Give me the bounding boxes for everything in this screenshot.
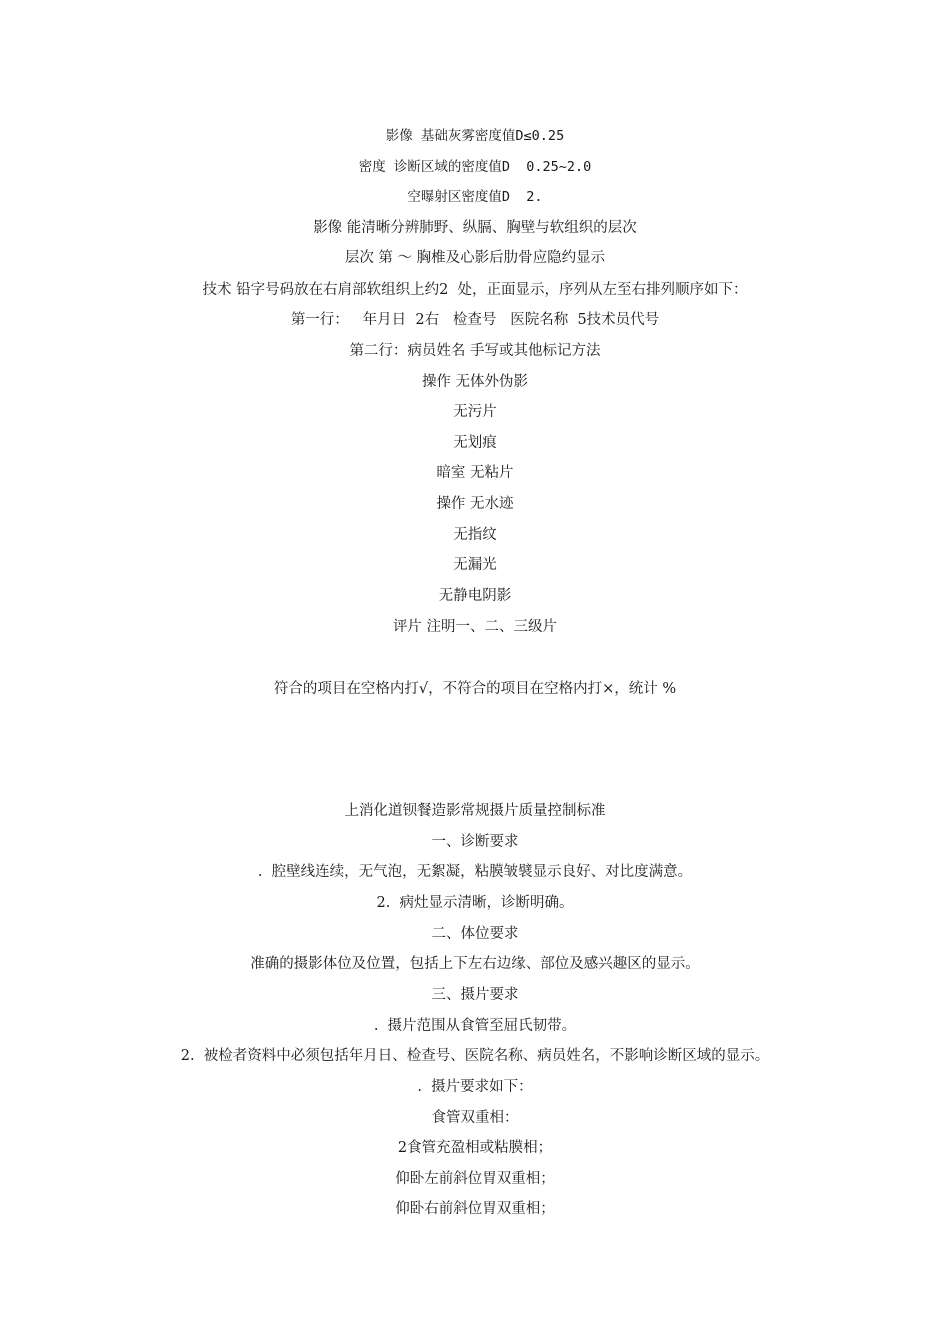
criteria-line: 暗室 无粘片 [436,465,514,481]
criteria-line: 第一行： 年月日 2右 检查号 医院名称 5技术员代号 [290,312,660,328]
criteria-line: 无划痕 [453,435,497,451]
criteria-line: 空曝射区密度值D 2. [407,189,543,205]
list-item: 2. 病灶显示清晰，诊断明确。 [376,895,574,911]
list-item: 准确的摄影体位及位置，包括上下左右边缘、部位及感兴趣区的显示。 [250,956,700,972]
criteria-line: 影像 基础灰雾密度值D≤0.25 [385,128,565,144]
criteria-line: 影像 能清晰分辨肺野、纵膈、胸壁与软组织的层次 [313,220,637,236]
criteria-line: 无静电阴影 [438,588,512,604]
list-item: 仰卧右前斜位胃双重相； [395,1201,555,1217]
criteria-line: 第二行：病员姓名 手写或其他标记方法 [349,343,601,359]
criteria-line: 密度 诊断区域的密度值D 0.25~2.0 [358,159,592,175]
criteria-line: 评片 注明一、二、三级片 [392,619,558,635]
heading-filming: 三、摄片要求 [431,987,519,1003]
criteria-line: 操作 无体外伪影 [421,374,529,390]
heading-diagnosis: 一、诊断要求 [431,834,519,850]
scoring-note: 符合的项目在空格内打√，不符合的项目在空格内打×，统计 % [273,681,677,697]
criteria-line: 技术 铅字号码放在右肩部软组织上约2 处，正面显示，序列从左至右排列顺序如下： [202,282,748,298]
criteria-line: 无指纹 [453,527,497,543]
criteria-line: 无污片 [453,404,497,420]
list-item: . 腔壁线连续，无气泡，无絮凝，粘膜皱襞显示良好、对比度满意。 [257,864,693,880]
list-item: . 摄片范围从食管至屈氏韧带。 [373,1018,577,1034]
list-item: 食管双重相： [431,1110,519,1126]
list-item: 2. 被检者资料中必须包括年月日、检查号、医院名称、病员姓名，不影响诊断区域的显示。 [180,1048,770,1064]
criteria-line: 无漏光 [453,557,497,573]
criteria-line: 层次 第 ～ 胸椎及心影后肋骨应隐约显示 [344,250,606,266]
heading-position: 二、体位要求 [431,926,519,942]
list-item: 仰卧左前斜位胃双重相； [395,1171,555,1187]
criteria-line: 操作 无水迹 [436,496,514,512]
section-title: 上消化道钡餐造影常规摄片质量控制标准 [344,803,606,819]
list-item: 2食管充盈相或粘膜相； [397,1140,553,1156]
list-item: . 摄片要求如下： [417,1079,533,1095]
